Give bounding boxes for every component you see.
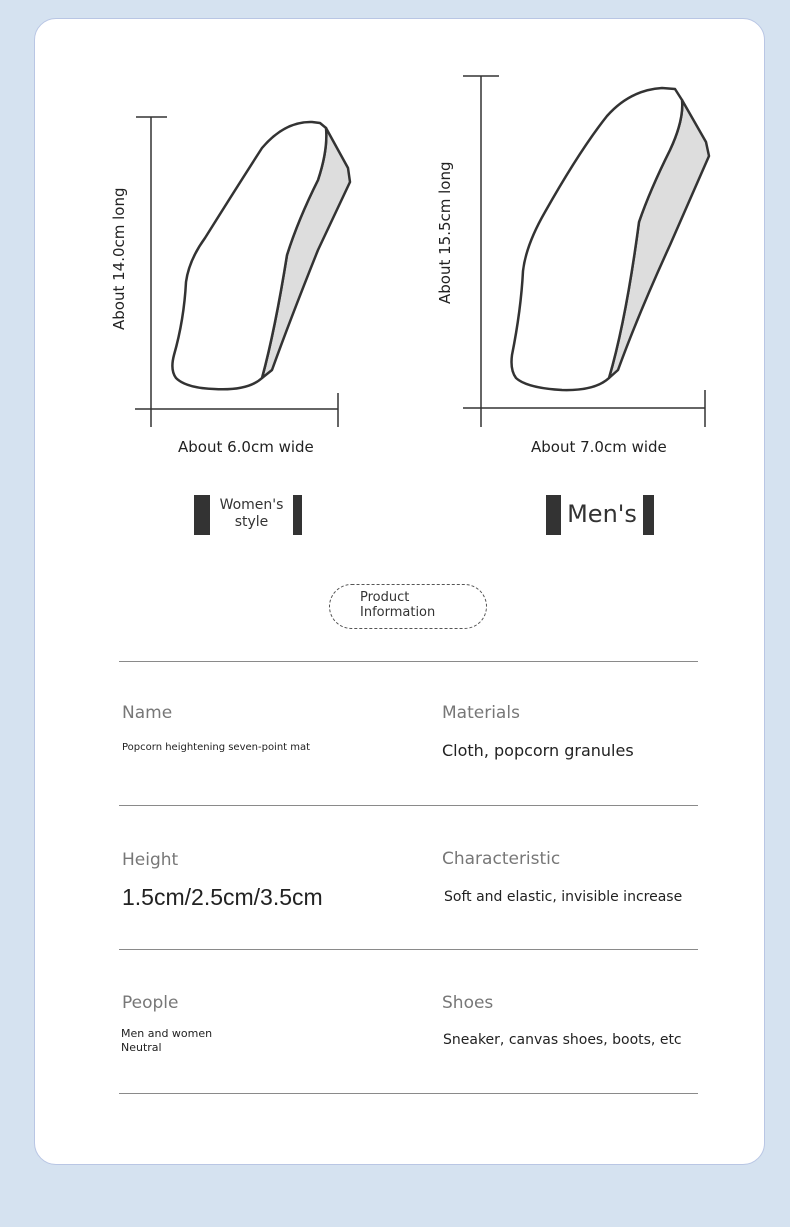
section-title-line1: Product (360, 590, 410, 605)
name-value: Popcorn heightening seven-point mat (122, 742, 311, 753)
product-information-title (329, 584, 487, 629)
section-title-line2: Information (360, 605, 436, 620)
height-label: Height (122, 850, 179, 870)
men-length-label: About 15.5cm long (436, 161, 454, 304)
shoes-label: Shoes (442, 993, 494, 1013)
women-badge-line1: Women's (219, 497, 284, 513)
people-label: People (122, 993, 179, 1013)
divider (119, 949, 698, 950)
divider (119, 805, 698, 806)
materials-value: Cloth, popcorn granules (442, 741, 634, 760)
shoes-value: Sneaker, canvas shoes, boots, etc (443, 1032, 682, 1048)
women-badge-left-bar (194, 495, 210, 535)
women-insole-shape (172, 122, 350, 389)
name-label: Name (122, 703, 173, 723)
divider (119, 661, 698, 662)
men-badge-right-bar (643, 495, 654, 535)
women-width-label: About 6.0cm wide (178, 438, 314, 456)
characteristic-label: Characteristic (442, 849, 561, 869)
characteristic-value: Soft and elastic, invisible increase (444, 889, 683, 905)
men-badge-left-bar (546, 495, 561, 535)
people-value-line2: Neutral (121, 1041, 162, 1054)
women-badge-line2: style (234, 514, 269, 530)
men-insole-shape (512, 88, 710, 390)
divider (119, 1093, 698, 1094)
people-value (121, 1027, 212, 1055)
materials-label: Materials (442, 703, 520, 723)
people-value-line1: Men and women (121, 1027, 213, 1040)
men-badge: Men's (567, 500, 637, 528)
women-badge (210, 497, 293, 531)
women-length-label: About 14.0cm long (110, 187, 128, 330)
men-width-label: About 7.0cm wide (531, 438, 667, 456)
women-badge-right-bar (293, 495, 302, 535)
height-value: 1.5cm/2.5cm/3.5cm (122, 884, 323, 910)
